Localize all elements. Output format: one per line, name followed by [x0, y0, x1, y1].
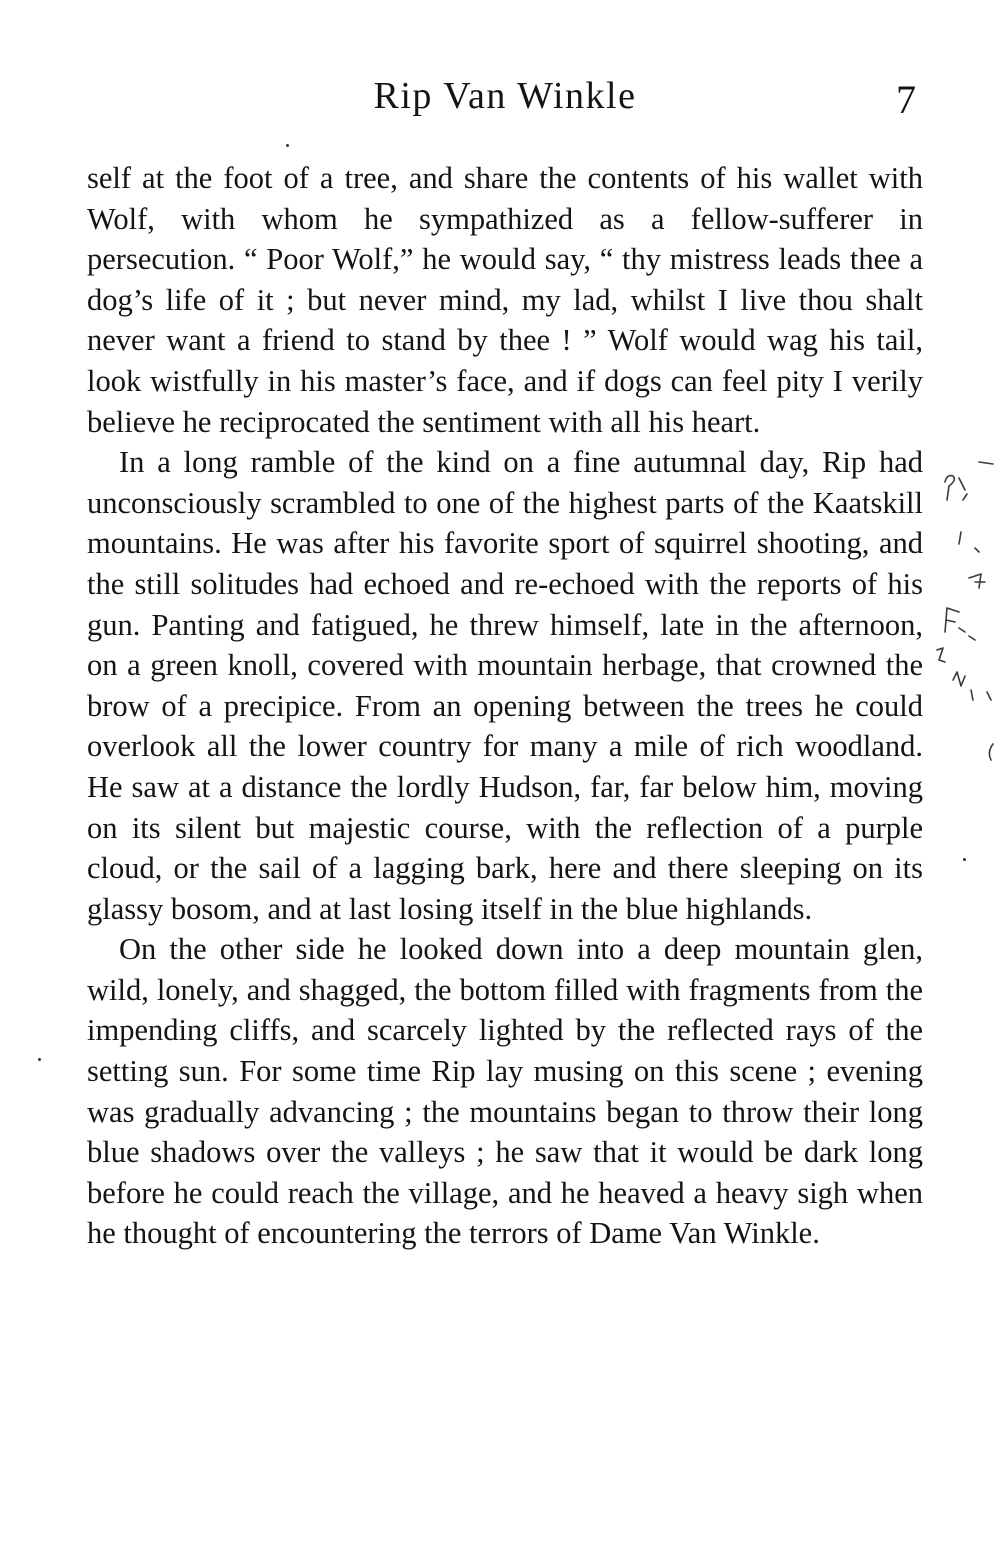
handwritten-margin-annotation — [935, 460, 995, 880]
ink-speck — [38, 1058, 41, 1061]
running-head — [0, 74, 1000, 124]
paragraph-2: In a long ramble of the kind on a fine autumnal day, Rip had unconsciously scrambled to one of the highest parts of the Kaatskill mountains. He was after his favorite sport of squirrel shooting, and the still solitudes had echoed and re-echoed with the reports of his gun. Panting and fatigued, he threw himself, late in the afternoon, on a green knoll, covered with mountain herbage, that crowned the brow of a precipice. From an opening between the trees he could overlook all the lower country for many a mile of rich woodland. He saw at a distance the lordly Hudson, far, far below him, moving on its silent but majestic course, with the reflection of a purple cloud, or the sail of a lagging bark, here and there sleeping on its glassy bosom, and at last losing itself in the blue highlands. — [87, 445, 923, 926]
ink-speck — [963, 858, 966, 861]
body-text — [87, 158, 923, 1254]
page-number: 7 — [896, 77, 916, 122]
ink-speck — [286, 144, 289, 147]
running-title: Rip Van Winkle — [373, 75, 637, 117]
paragraph-1: self at the foot of a tree, and share the contents of his wallet with Wolf, with whom he sympathized as a fellow-sufferer in persecution. “ Poor Wolf,” he would say, “ thy mistress leads thee a dog’s life of it ; but never mind, my lad, whilst I live thou shalt never want a friend to stand by thee ! ” Wolf would wag his tail, look wistfully in his master’s face, and if dogs can feel pity I verily believe he reciprocated the sentiment with all his heart. — [87, 161, 923, 439]
paragraph-3: On the other side he looked down into a deep mountain glen, wild, lonely, and shagged, the bottom filled with fragments from the impending cliffs, and scarcely lighted by the reflected rays of the setting sun. For some time Rip lay musing on this scene ; evening was gradually advancing ; the mountains began to throw their long blue shadows over the valleys ; he saw that it would be dark long before he could reach the village, and he heaved a heavy sigh when he thought of encountering the terrors of Dame Van Winkle. — [87, 932, 923, 1251]
